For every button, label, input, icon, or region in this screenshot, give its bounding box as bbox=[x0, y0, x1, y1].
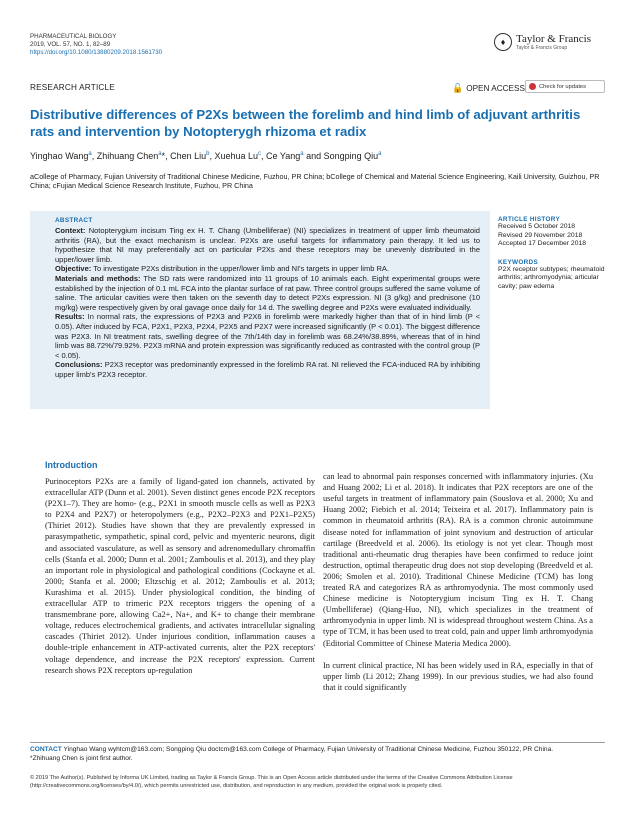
contact-label: CONTACT bbox=[30, 746, 62, 753]
intro-left-text: Purinoceptors P2Xs are a family of ligand-gated ion channels, activated by extracellular ATP (Dunn et al. 2001). Seven distinct genes encode P2X receptors (P2X1–7). They are homo- (e.g., P2X1 in smooth muscle cells as well as P2X3 to P2X4 and P2X7) or heteropolymers (e.g., P2X2–P2X3 and P2X1–P2X5) (Thiriet 2012). Studies have shown that they are prevalently expressed in parasympathetic, sympathetic, spinal cord, pelvic and myenteric neurons, digit and associated vasculature, as well as sensory and adrenomedullary chromaffin cells (Stanfa et al. 2000; Dunn et al. 2001; Zamboulis et al. 2013), and they play an important role in physiological and pathological conditions (Cockayne et al. 2000; Stanfa et al. 2000; Eltzschig et al. 2012; Zamboulis et al. 2013; Kurashima et al. 2015). Under physiological condition, the binding of extracellular ATP to trimeric P2X receptors triggers the opening of a transmembrane pore, allowing Ca2+, Na+, and K+ to change their membrane voltage, reduces electrochemical gradients, and activates intracellular signaling cascades (Thiriet 2012). Under injurious condition, inflammation causes a double-triple enhancement in ATP-activated currents, alter the P2X receptors' voltage dependence, and increase the P2X receptors' expression. Current research shows P2X receptors up-regulation bbox=[45, 477, 315, 675]
article-sidebar bbox=[498, 216, 608, 292]
check-updates-button[interactable] bbox=[525, 80, 605, 93]
check-updates-label: Check for updates bbox=[539, 83, 587, 90]
introduction-heading: Introduction bbox=[45, 460, 98, 470]
open-access-badge bbox=[452, 83, 525, 94]
abstract-results: Results: In normal rats, the expressions of P2X3 and P2X6 in forelimb were markedly higher than that of in hind limb (P < 0.05). After induced by FCA, P2X1, P2X3, P2X4, P2X5 and P2X7 were increased significantly (P < 0.01). The biggest difference was P2X3. In NI treatment rats, swelling degree of the 7th/14th day in forelimb was 68.24%/38.89%, whereas that of in hind limb was 88.72%/79.92%. P2X3 mRNA and protein expression was significantly reduced as contrasted with the control group (P < 0.05). bbox=[55, 312, 480, 360]
abstract-context: Context: Notopterygium incisum Ting ex H. T. Chang (Umbelliferae) (NI) specializes in treatment of upper limb rheumatoid arthritis (RA), but the exact mechanism is unclear. P2Xs are useful targets for inflammatory pain therapy. It led us to hypothesize that NI may preferentially act on particular P2Xs and these receptors may be unevenly distributed in the upper/lower limb. bbox=[55, 226, 480, 264]
abstract-box bbox=[30, 211, 490, 409]
contact-block bbox=[30, 742, 605, 763]
publisher-sub: Taylor & Francis Group bbox=[516, 44, 568, 51]
publisher-logo[interactable] bbox=[494, 33, 591, 51]
joint-author-note: *Zhihuang Chen is joint first author. bbox=[30, 754, 133, 762]
history-revised: Revised 29 November 2018 bbox=[498, 231, 583, 239]
article-title: Distributive differences of P2Xs between the forelimb and hind limb of adjuvant arthritis rats and intervention by Notopterygh rhizoma et radix bbox=[30, 107, 581, 139]
check-updates-icon bbox=[529, 83, 536, 90]
body-column-left bbox=[45, 476, 315, 676]
history-accepted: Accepted 17 December 2018 bbox=[498, 240, 587, 248]
publisher-logo-icon: ♦ bbox=[494, 33, 512, 51]
abstract-methods: Materials and methods: The SD rats were randomized into 11 groups of 10 animals each. Eight experimental groups were established by the injection of 0.1 mL FCA into the plantar surface of rat paw. Three control groups suffered the same volume of saline. The articular cavities were then taken on the seventh day to detect P2Xs expression. NI (3 g/kg) and prednisone (10 mg/kg) were respectively given by oral gavage once daily for 14 d. The swelling degree and P2Xs were evaluated individually. bbox=[55, 273, 480, 312]
open-lock-icon: 🔓 bbox=[452, 83, 464, 93]
abstract-heading: ABSTRACT bbox=[55, 217, 93, 224]
article-type: RESEARCH ARTICLE bbox=[30, 83, 115, 92]
history-received: Received 5 October 2018 bbox=[498, 223, 576, 230]
abstract-conclusions: Conclusions: P2X3 receptor was predominantly expressed in the forelimb RA rat. NI relieved the FCA-induced RA by inhibiting upper limb's P2X3 receptor. bbox=[55, 360, 480, 379]
body-column-right bbox=[323, 460, 593, 704]
journal-volume: 2019, VOL. 57, NO. 1, 82–89 bbox=[30, 41, 111, 48]
doi-link[interactable]: https://doi.org/10.1080/13880209.2018.1561730 bbox=[30, 49, 163, 56]
keywords-heading: KEYWORDS bbox=[498, 258, 539, 266]
affiliations: aCollege of Pharmacy, Fujian University of Traditional Chinese Medicine, Fuzhou, PR China; bCollege of Chemical and Material Science Engineering, Kaili University, Guizhou, PR China; cFujian Medical Science Research Institute, Fuzhou, PR China bbox=[30, 172, 600, 191]
publisher-name: Taylor & Francis bbox=[516, 32, 591, 45]
contact-text: Yinghao Wang wyhtcm@163.com; Songping Qiu doctcm@163.com College of Pharmacy, Fujian University of Traditional Chinese Medicine, Fuzhou 350122, PR China. bbox=[63, 746, 554, 753]
abstract-objective: Objective: To investigate P2Xs distribution in the upper/lower limb and NI's targets in upper limb RA. bbox=[55, 264, 389, 274]
intro-right-text: can lead to abnormal pain responses concerned with inflammatory injuries. (Xu and Huang 2002; Li et al. 2018). It indicates that P2X receptors are one of the useful targets in treatment of inflammatory pain (Souslova et al. 2000; Xu and Huang 2002; Fiebich et al. 2014; Teixeira et al. 2017). Inflammatory pain is common in rheumatoid arthritis (RA). RA is a common chronic autoimmune disease noted for inflammation of joint synovium and destruction of articular cartilage (Breedveld et al. 2006). Its etiology is not yet clear. Though most traditional anti-rheumatic drug therapies have been confirmed to reduce joint destruction, optimal therapeutic drug does not stop developing (Breedveld et al. 2006; Smolen et al. 2010). Traditional Chinese Medicine (TCM) has long treated RA and categorizes RA as arthromyodynia. The most commonly used Chinese medicine is Notopterygium incisum Ting ex H. T. Chang (Umbelliferae) (Qiang-Huo, NI), which specializes in the treatment of arthromyodynia in upper limb. NI is widespread throughout western China. As a type of TCM, it has been used to treat cold, pain and upper limb arthromyodynia (Editorial Committee of Chinese Materia Medica 2000). In current clinical practice, NI has been widely used in RA, especially in that of upper limb (Li 2012; Zhang 1999). In our previous studies, we had also found that it could significantly bbox=[323, 472, 593, 692]
history-heading: ARTICLE HISTORY bbox=[498, 216, 561, 223]
journal-header bbox=[30, 33, 162, 57]
open-access-label: OPEN ACCESS bbox=[466, 84, 525, 93]
authors-rendered: Yinghao Wang$^a$, Zhihuang Chen$^a$*, Chen Liu$^b$, Xuehua Lu$^c$, Ce Yang$^a$ and Songping Qiu$^a$ bbox=[30, 151, 382, 161]
journal-name: PHARMACEUTICAL BIOLOGY bbox=[30, 33, 117, 40]
keywords-text: P2X receptor subtypes; rheumatoid arthritis; arthromyodynia; articular cavity; paw edema bbox=[498, 265, 605, 290]
author-list bbox=[30, 151, 381, 161]
copyright-notice: © 2019 The Author(s). Published by Informa UK Limited, trading as Taylor & Francis Group. This is an Open Access article distributed under the terms of the Creative Commons Attribution License (http://creativecommons.org/licenses/by/4.0/), which permits unrestricted use, distribution, and reproduction in any medium, provided the original work is properly cited. bbox=[30, 775, 513, 789]
